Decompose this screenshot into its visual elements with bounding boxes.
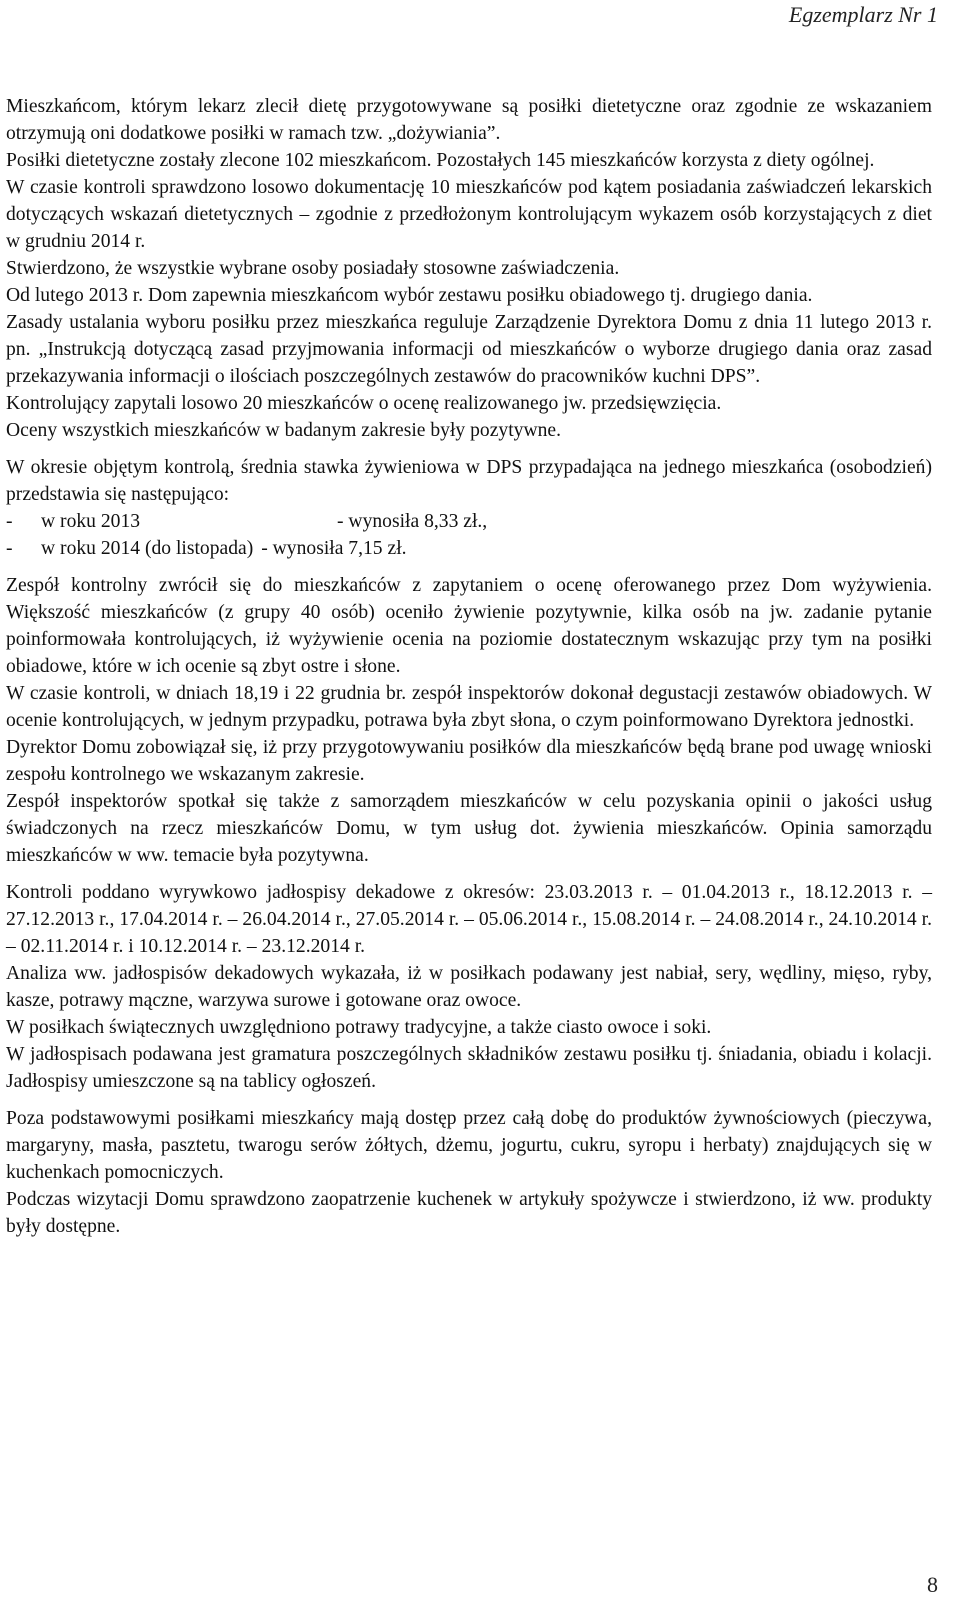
rate-period: w roku 2014 (do listopada)	[41, 538, 254, 559]
paragraph: Podczas wizytacji Domu sprawdzono zaopatrzenie kuchenek w artykuły spożywcze i stwierdzono, iż ww. produkty były dostępne.	[6, 1189, 932, 1237]
page-number: 8	[927, 1572, 938, 1597]
list-bullet: -	[6, 511, 13, 532]
paragraph: Zasady ustalania wyboru posiłku przez mieszkańca reguluje Zarządzenie Dyrektora Domu z dnia 11 lutego 2013 r. pn. „Instrukcją dotyczącą zasad przyjmowania informacji od mieszkańców o wyborze drugiego dania oraz zasad przekazywania informacji o ilościach poszczególnych zestawów do pracowników kuchni DPS”.	[6, 312, 932, 387]
rate-list-item	[6, 508, 932, 535]
paragraph: W okresie objętym kontrolą, średnia stawka żywieniowa w DPS przypadająca na jednego mieszkańca (osobodzień) przedstawia się następująco:	[6, 457, 932, 505]
rate-list-item	[6, 535, 932, 562]
rate-value: - wynosiła 7,15 zł.	[261, 538, 407, 559]
paragraph: Stwierdzono, że wszystkie wybrane osoby posiadały stosowne zaświadczenia.	[6, 258, 620, 279]
copy-number-header: Egzemplarz Nr 1	[788, 2, 938, 27]
paragraph: Kontroli poddano wyrywkowo jadłospisy dekadowe z okresów: 23.03.2013 r. – 01.04.2013 r., 18.12.2013 r. – 27.12.2013 r., 17.04.2014 r. – 26.04.2014 r., 27.05.2014 r. – 05.06.2014 r., 15.08.2014 r. – 24.08.2014 r., 24.10.2014 r. – 02.11.2014 r. i 10.12.2014 r. – 23.12.2014 r.	[6, 882, 932, 957]
paragraph: Oceny wszystkich mieszkańców w badanym zakresie były pozytywne.	[6, 420, 561, 441]
rate-value: - wynosiła 8,33 zł.,	[337, 511, 488, 532]
document-body	[6, 93, 932, 1240]
paragraph: W jadłospisach podawana jest gramatura poszczególnych składników zestawu posiłku tj. śniadania, obiadu i kolacji. Jadłospisy umieszczone są na tablicy ogłoszeń.	[6, 1044, 932, 1092]
paragraph: Zespół kontrolny zwrócił się do mieszkańców z zapytaniem o ocenę oferowanego przez Dom wyżywienia. Większość mieszkańców (z grupy 40 osób) oceniło żywienie pozytywnie, kilka osób na jw. zadanie pytanie poinformowała kontrolujących, iż wyżywienie ocenia na poziomie dostatecznym wskazując przy tym na posiłki obiadowe, które w ich ocenie są zbyt ostre i słone.	[6, 575, 932, 677]
paragraph: W posiłkach świątecznych uwzględniono potrawy tradycyjne, a także ciasto owoce i soki.	[6, 1017, 712, 1038]
paragraph: Poza podstawowymi posiłkami mieszkańcy mają dostęp przez całą dobę do produktów żywnościowych (pieczywa, margaryny, masła, pasztetu, twarogu serów żółtych, dżemu, jogurtu, cukru, syropu i herbaty) znajdujących się w kuchenkach pomocniczych.	[6, 1108, 932, 1183]
paragraph: Analiza ww. jadłospisów dekadowych wykazała, iż w posiłkach podawany jest nabiał, sery, wędliny, mięso, ryby, kasze, potrawy mączne, warzywa surowe i gotowane oraz owoce.	[6, 963, 932, 1011]
paragraph: Kontrolujący zapytali losowo 20 mieszkańców o ocenę realizowanego jw. przedsięwzięcia.	[6, 393, 722, 414]
paragraph: Zespół inspektorów spotkał się także z samorządem mieszkańców w celu pozyskania opinii o jakości usług świadczonych na rzecz mieszkańców Domu, w tym usług dot. żywienia mieszkańców. Opinia samorządu mieszkańców w ww. temacie była pozytywna.	[6, 791, 932, 866]
paragraph: Posiłki dietetyczne zostały zlecone 102 mieszkańcom. Pozostałych 145 mieszkańców korzysta z diety ogólnej.	[6, 150, 875, 171]
paragraph: W czasie kontroli sprawdzono losowo dokumentację 10 mieszkańców pod kątem posiadania zaświadczeń lekarskich dotyczących wskazań dietetycznych – zgodnie z przedłożonym kontrolującym wykazem osób korzystających z diet w grudniu 2014 r.	[6, 177, 932, 252]
paragraph: Mieszkańcom, którym lekarz zlecił dietę przygotowywane są posiłki dietetyczne oraz zgodnie ze wskazaniem otrzymują oni dodatkowe posiłki w ramach tzw. „dożywiania”.	[6, 96, 932, 144]
paragraph: W czasie kontroli, w dniach 18,19 i 22 grudnia br. zespół inspektorów dokonał degustacji zestawów obiadowych. W ocenie kontrolujących, w jednym przypadku, potrawa była zbyt słona, o czym poinformowano Dyrektora jednostki.	[6, 683, 932, 731]
paragraph: Od lutego 2013 r. Dom zapewnia mieszkańcom wybór zestawu posiłku obiadowego tj. drugiego dania.	[6, 285, 813, 306]
list-bullet: -	[6, 538, 13, 559]
rate-period: w roku 2013	[41, 511, 141, 532]
paragraph: Dyrektor Domu zobowiązał się, iż przy przygotowywaniu posiłków dla mieszkańców będą brane pod uwagę wnioski zespołu kontrolnego we wskazanym zakresie.	[6, 737, 932, 785]
